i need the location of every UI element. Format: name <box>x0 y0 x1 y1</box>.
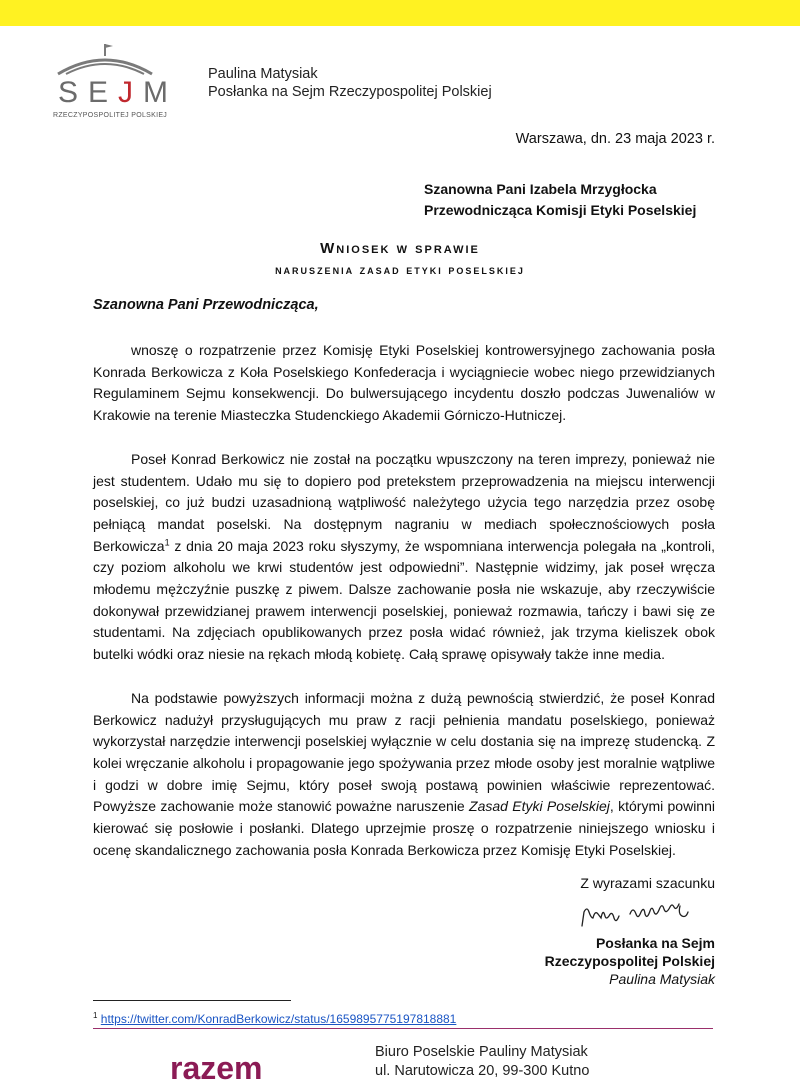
signer-block <box>545 934 715 988</box>
top-yellow-bar <box>0 0 800 26</box>
letter-body <box>93 340 715 883</box>
closing-phrase: Z wyrazami szacunku <box>580 875 715 891</box>
signer-role-1: Posłanka na Sejm <box>595 935 715 951</box>
letter-date: Warszawa, dn. 23 maja 2023 r. <box>515 131 715 147</box>
handwritten-signature <box>580 898 708 930</box>
footnote-link[interactable]: https://twitter.com/KonradBerkowicz/status/1659895775197818881 <box>100 1012 457 1026</box>
recipient-block <box>424 179 696 221</box>
office-name: Biuro Poselskie Pauliny Matysiak <box>375 1044 588 1060</box>
recipient-name: Szanowna Pani Izabela Mrzygłocka <box>424 181 657 197</box>
logo-wordmark: SEJM <box>58 76 179 109</box>
paragraph-2: Poseł Konrad Berkowicz nie został na początku wpuszczony na teren imprezy, ponieważ nie jest studentem. Udało mu się to dopiero pod pretekstem przeprowadzenia na miejscu interwencji poselskiej, co już budzi uzasadnioną wątpliwość należytego użycia tego narzędzia przez osobę pełniącą mandat poselski. Na dostępnym nagraniu w mediach społecznościowych posła Berkowicza$^1$ z dnia 20 maja 2023 roku słyszymy, że wspomniana interwencja polegała na „kontroli, czy poziom alkoholu we krwi studentów jest odpowiedni”. Następnie widzimy, jak poseł wręcza młodemu mężczyźnie puszkę z piwem. Dalsze zachowanie posła nie wskazuje, aby rzeczywiście dokonywał przewidzianej prawem interwencji poselskiej, ponieważ rozmawia, tańczy i bawi się ze studentami. Na zdjęciach opublikowanych przez posła widać również, jak trzyma kieliszek obok butelki wódki oraz niesie na rękach młodą kobietę. Całą sprawę opisywały także inne media. <box>93 450 715 663</box>
signer-role-2: Rzeczypospolitej Polskiej <box>544 953 715 969</box>
office-street: ul. Narutowicza 20, 99-300 Kutno <box>375 1063 590 1079</box>
footnote-divider <box>93 1000 291 1001</box>
parliament-dome-icon <box>50 40 160 80</box>
author-name: Paulina Matysiak <box>208 66 318 82</box>
footnote-number: 1 <box>93 1011 98 1020</box>
title-line-2: naruszenia zasad etyki poselskiej <box>275 262 525 277</box>
sejm-logo <box>50 40 179 125</box>
footnote <box>93 1011 456 1026</box>
paragraph-3: Na podstawie powyższych informacji można z dużą pewnością stwierdzić, że poseł Konrad Berkowicz nadużył przysługujących mu praw z racji pełnienia mandatu poselskiego, ponieważ wykorzystał narzędzie interwencji poselskiej wyłącznie w celu dostania się na imprezę studencką. Z kolei wręczanie alkoholu i propagowanie jego spożywania przez młode osoby jest moralnie wątpliwe i godzi w dobre imię Sejmu, który poseł swoją postawą powinien właściwie reprezentować. Powyższe zachowanie może stanowić poważne naruszenie Zasad Etyki Poselskiej, którymi powinni kierować się posłowie i posłanki. Dlatego uprzejmie proszę o rozpatrzenie niniejszego wniosku i ocenę skandalicznego zachowania posła Konrada Berkowicza przez Komisję Etyki Poselskiej. <box>93 689 715 858</box>
recipient-title: Przewodnicząca Komisji Etyki Poselskiej <box>424 202 697 218</box>
footer-divider <box>93 1028 713 1029</box>
letter-title <box>0 238 800 280</box>
salutation: Szanowna Pani Przewodnicząca, <box>93 297 319 313</box>
footnote-ref: 1 <box>164 536 170 547</box>
razem-logo: razem <box>170 1050 263 1086</box>
logo-subtitle: RZECZYPOSPOLITEJ POLSKIEJ <box>53 112 168 119</box>
office-address <box>375 1043 589 1081</box>
author-block <box>208 65 492 101</box>
author-role: Posłanka na Sejm Rzeczypospolitej Polskiej <box>208 84 492 100</box>
title-line-1: Wniosek w sprawie <box>320 240 480 257</box>
paragraph-1: wnoszę o rozpatrzenie przez Komisję Etyki Poselskiej kontrowersyjnego zachowania posła Konrada Berkowicza z Koła Poselskiego Konfederacja i wyciągniecie wobec niego przewidzianych Regulaminem Sejmu konsekwencji. Do bulwersującego incydentu doszło podczas Juwenaliów w Krakowie na terenie Miasteczka Studenckiego Akademii Górniczo-Hutniczej. <box>93 342 715 424</box>
signer-name: Paulina Matysiak <box>609 971 715 987</box>
